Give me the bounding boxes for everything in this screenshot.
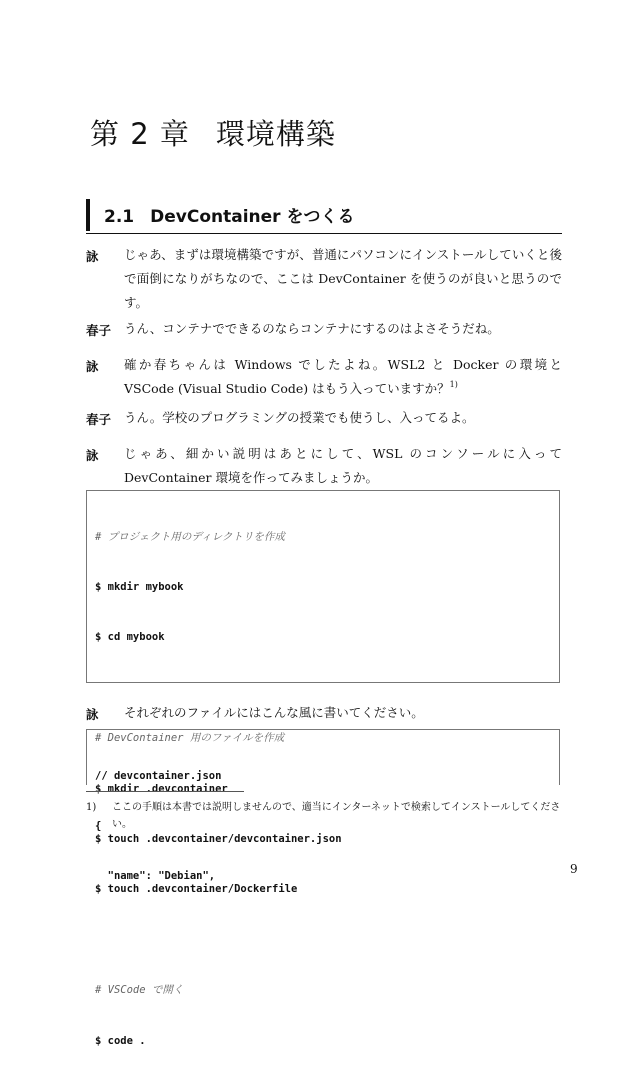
speech-text: じゃあ、細かい説明はあとにして、WSL のコンソールに入って DevContainer 環境を作ってみましょうか。 <box>124 446 562 485</box>
chapter-label: 第 2 章 <box>90 117 190 151</box>
speaker-name: 詠 <box>86 359 99 374</box>
code-command: $ mkdir .devcontainer <box>95 782 228 795</box>
speech-text: じゃあ、まずは環境構築ですが、普通にパソコンにインストールしていくと後で面倒になりがちなので、ここは DevContainer を使うのが良いと思うのです。 <box>124 247 562 310</box>
code-comment: # プロジェクト用のディレクトリを作成 <box>95 530 285 543</box>
code-command: $ cd mybook <box>95 631 165 644</box>
code-line: "name": "Debian", <box>95 870 216 883</box>
footnote-divider <box>86 791 244 792</box>
section-number: 2.1 <box>104 207 135 227</box>
footnote <box>86 799 562 833</box>
code-command: $ touch .devcontainer/Dockerfile <box>95 883 298 896</box>
chapter-title <box>90 112 336 153</box>
footnote-number: 1) <box>86 802 97 813</box>
section-bar <box>86 199 90 231</box>
speech-text: うん。学校のプログラミングの授業でも使うし、入ってるよ。 <box>124 410 475 425</box>
speaker-name: 春子 <box>86 323 112 338</box>
chapter-name: 環境構築 <box>215 117 336 151</box>
code-command: $ code . <box>95 1034 146 1047</box>
speaker-name: 詠 <box>86 448 99 463</box>
section-heading <box>86 199 562 234</box>
footnote-reference: 1) <box>449 380 458 389</box>
code-command: $ touch .devcontainer/devcontainer.json <box>95 832 342 845</box>
code-command: $ mkdir mybook <box>95 580 184 593</box>
speaker-name: 春子 <box>86 412 112 427</box>
code-line: // devcontainer.json <box>95 769 222 782</box>
speech-text: うん、コンテナでできるのならコンテナにするのはよさそうだね。 <box>124 321 500 336</box>
speech-text: 確か春ちゃんは Windows でしたよね。WSL2 と Docker の環境と VSCode (Visual Studio Code) はもう入っていますか？ <box>124 357 562 396</box>
page-number: 9 <box>570 862 578 876</box>
footnote-text: ここの手順は本書では説明しませんので、適当にインターネットで検索してインストールしてください。 <box>112 802 561 830</box>
speech-text: それぞれのファイルにはこんな風に書いてください。 <box>124 705 424 720</box>
code-comment: # VSCode で開く <box>95 984 184 997</box>
code-line: { <box>95 819 102 832</box>
section-title: DevContainer をつくる <box>150 207 355 227</box>
speaker-name: 詠 <box>86 707 99 722</box>
code-comment: # DevContainer 用のファイルを作成 <box>95 732 285 745</box>
speaker-name: 詠 <box>86 249 99 264</box>
